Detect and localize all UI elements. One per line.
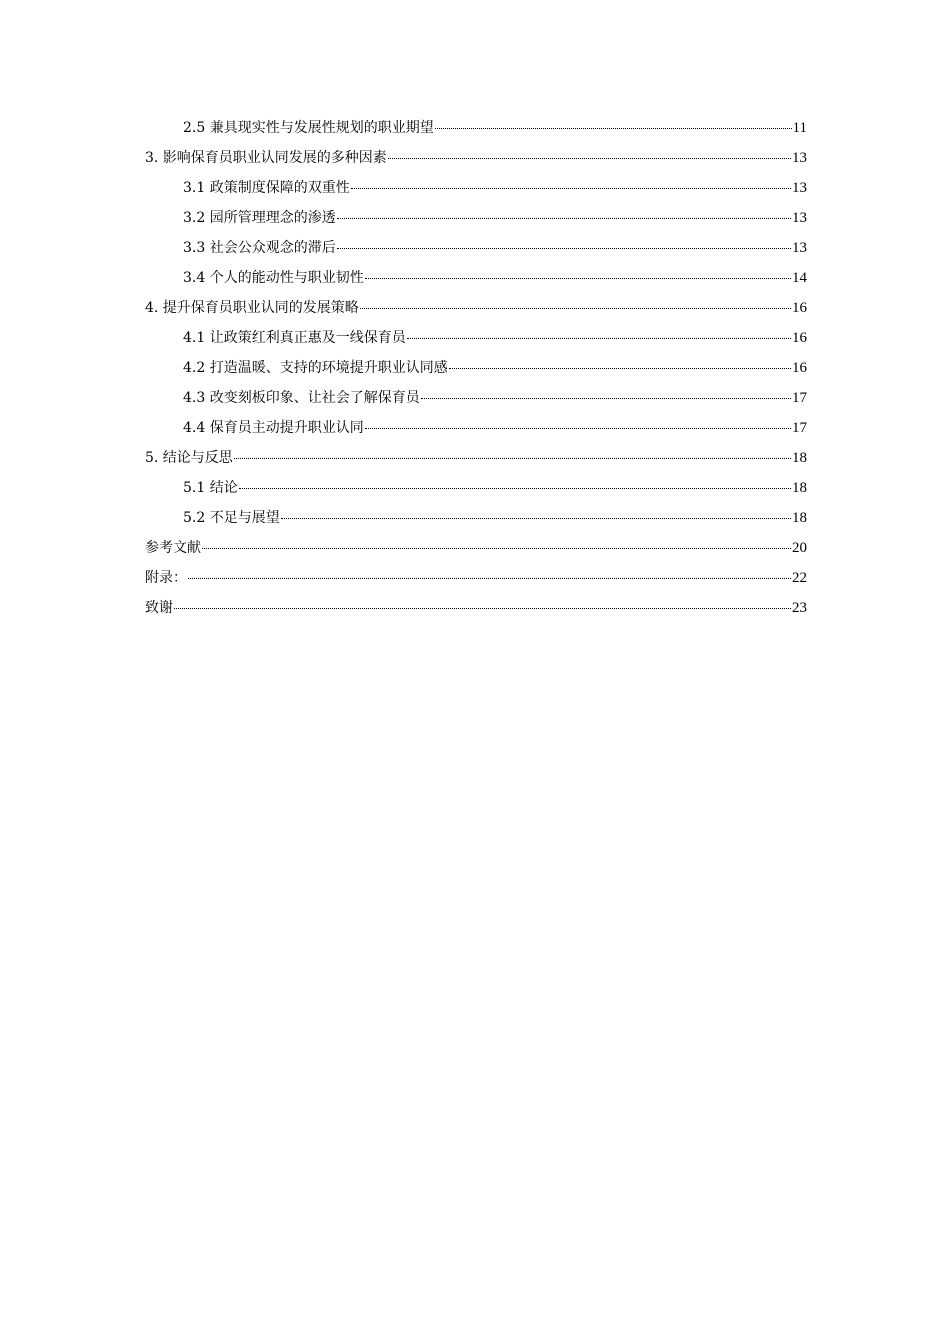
toc-entry[interactable] [145, 233, 807, 263]
toc-page-number: 13 [792, 150, 807, 166]
toc-page-number: 20 [792, 540, 807, 556]
toc-entry-label: 5.2 不足与展望 [183, 510, 280, 526]
toc-page-number: 13 [792, 210, 807, 226]
toc-entry[interactable] [145, 113, 807, 143]
toc-dot-leader [337, 218, 791, 219]
toc-page-number: 18 [792, 480, 807, 496]
toc-entry-label: 致谢 [145, 600, 173, 616]
toc-page-number: 18 [792, 510, 807, 526]
toc-dot-leader [202, 548, 791, 549]
toc-page-number: 13 [792, 240, 807, 256]
toc-page-number: 14 [792, 270, 807, 286]
toc-entry-label: 2.5 兼具现实性与发展性规划的职业期望 [183, 120, 434, 136]
toc-page-number: 17 [792, 390, 807, 406]
toc-entry[interactable] [145, 413, 807, 443]
toc-entry-label: 附录： [145, 570, 187, 586]
toc-entry[interactable] [145, 593, 807, 623]
toc-entry[interactable] [145, 353, 807, 383]
toc-entry[interactable] [145, 563, 807, 593]
toc-page-number: 18 [792, 450, 807, 466]
toc-dot-leader [421, 398, 791, 399]
toc-entry[interactable] [145, 203, 807, 233]
toc-entry[interactable] [145, 533, 807, 563]
toc-entry[interactable] [145, 263, 807, 293]
toc-entry[interactable] [145, 473, 807, 503]
toc-dot-leader [234, 458, 791, 459]
toc-entry-label: 参考文献 [145, 540, 201, 556]
toc-entry-label: 4.3 改变刻板印象、让社会了解保育员 [183, 390, 420, 406]
toc-dot-leader [435, 128, 792, 129]
table-of-contents [145, 113, 807, 623]
toc-dot-leader [239, 488, 791, 489]
toc-page-number: 23 [792, 600, 807, 616]
toc-page-number: 16 [792, 360, 807, 376]
toc-entry-label: 4.4 保育员主动提升职业认同 [183, 420, 364, 436]
toc-entry[interactable] [145, 323, 807, 353]
toc-entry[interactable] [145, 173, 807, 203]
toc-dot-leader [449, 368, 791, 369]
toc-entry[interactable] [145, 143, 807, 173]
toc-page-number: 11 [792, 120, 807, 136]
toc-entry-label: 3.4 个人的能动性与职业韧性 [183, 270, 364, 286]
toc-dot-leader [388, 158, 791, 159]
toc-entry[interactable] [145, 443, 807, 473]
toc-page-number: 13 [792, 180, 807, 196]
toc-dot-leader [337, 248, 791, 249]
toc-entry-label: 3.2 园所管理理念的渗透 [183, 210, 336, 226]
toc-dot-leader [174, 608, 791, 609]
toc-page-number: 17 [792, 420, 807, 436]
toc-page-number: 22 [792, 570, 807, 586]
toc-dot-leader [360, 308, 791, 309]
toc-entry-label: 3.1 政策制度保障的双重性 [183, 180, 350, 196]
toc-entry-label: 4. 提升保育员职业认同的发展策略 [145, 300, 359, 316]
toc-page-number: 16 [792, 330, 807, 346]
toc-entry-label: 3.3 社会公众观念的滞后 [183, 240, 336, 256]
toc-dot-leader [365, 278, 791, 279]
toc-dot-leader [351, 188, 791, 189]
toc-entry-label: 5.1 结论 [183, 480, 238, 496]
toc-dot-leader [281, 518, 791, 519]
toc-dot-leader [365, 428, 791, 429]
toc-entry-label: 4.2 打造温暖、支持的环境提升职业认同感 [183, 360, 448, 376]
toc-entry[interactable] [145, 293, 807, 323]
toc-dot-leader [407, 338, 791, 339]
toc-entry-label: 5. 结论与反思 [145, 450, 233, 466]
toc-page-number: 16 [792, 300, 807, 316]
toc-entry[interactable] [145, 383, 807, 413]
toc-entry-label: 3. 影响保育员职业认同发展的多种因素 [145, 150, 387, 166]
toc-entry[interactable] [145, 503, 807, 533]
toc-entry-label: 4.1 让政策红利真正惠及一线保育员 [183, 330, 406, 346]
toc-dot-leader [188, 578, 791, 579]
